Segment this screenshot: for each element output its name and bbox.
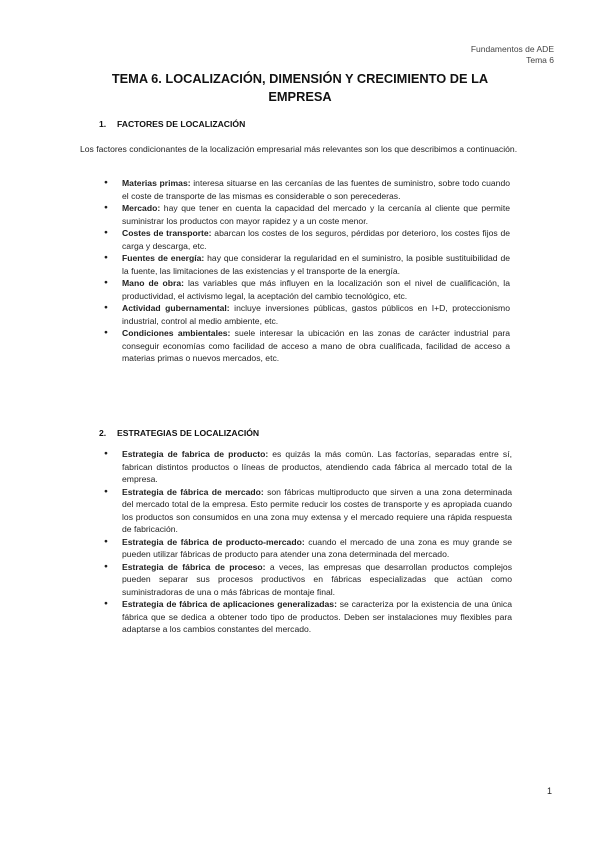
item-term: Estrategia de fabrica de producto: bbox=[122, 449, 269, 459]
header-subject: Fundamentos de ADE bbox=[470, 44, 554, 54]
document-title: TEMA 6. LOCALIZACIÓN, DIMENSIÓN Y CRECIMIENTO DE LA EMPRESA bbox=[111, 71, 489, 104]
item-text: suele interesar la ubicación en las zonas de carácter industrial para conseguir economías como facilidad de acceso a mano de obra cualificada, facilidad de acceso a materias primas o nuevos mercados, etc. bbox=[122, 328, 510, 363]
header-topic: Tema 6 bbox=[526, 55, 554, 65]
item-text: hay que tener en cuenta la capacidad del mercado y la cercanía al cliente que permite suministrar los productos con mayor rapidez y a un coste menor. bbox=[122, 203, 510, 226]
running-header bbox=[471, 44, 554, 66]
section-number: 1. bbox=[99, 119, 107, 129]
list-item bbox=[104, 227, 510, 252]
section-number: 2. bbox=[99, 428, 107, 438]
item-term: Estrategia de fábrica de mercado: bbox=[122, 486, 264, 497]
item-text: es quizás la más común. Las factorías, separadas entre sí, fabrican distintos productos o líneas de productos, atendiendo cada fábrica al mercado total de la empresa. bbox=[122, 449, 512, 484]
list-item bbox=[104, 177, 510, 202]
factor-list bbox=[104, 177, 510, 365]
item-text: a veces, las empresas que desarrollan productos complejos pueden separar sus procesos productivos en fábricas especializadas que actúan como suministradoras de una o más fábricas de montaje final. bbox=[122, 561, 513, 597]
item-text: hay que considerar la regularidad en el suministro, la posible sustituibilidad de la fuente, las limitaciones de las existencias y el transporte de la energía. bbox=[122, 253, 510, 276]
item-term: Mercado: bbox=[122, 203, 161, 213]
list-item bbox=[104, 277, 510, 302]
item-term: Fuentes de energía: bbox=[122, 253, 205, 263]
item-term: Mano de obra: bbox=[122, 278, 184, 288]
list-item bbox=[104, 302, 510, 327]
strategy-list bbox=[104, 448, 512, 636]
section-title: FACTORES DE LOCALIZACIÓN bbox=[117, 119, 246, 129]
section-title: ESTRATEGIAS DE LOCALIZACIÓN bbox=[117, 428, 260, 438]
item-term: Condiciones ambientales: bbox=[122, 328, 231, 338]
item-text: abarcan los costes de los seguros, pérdidas por deterioro, los costes fijos de carga y descarga, etc. bbox=[122, 228, 510, 251]
list-item bbox=[104, 561, 512, 599]
item-term: Estrategia de fábrica de aplicaciones generalizadas: bbox=[122, 599, 337, 609]
item-text: incluye inversiones públicas, gastos públicos en I+D, proteccionismo industrial, control al medio ambiente, etc. bbox=[122, 303, 510, 326]
item-text: cuando el mercado de una zona es muy grande se pueden utilizar fábricas de producto para atender una zona determinada del mercado. bbox=[122, 536, 513, 559]
item-text: se caracteriza por la existencia de una única fábrica que se dedica a obtener todo tipo de productos. Deben ser instalaciones muy flexibles para adaptarse a los cambios constantes del mercado. bbox=[122, 599, 512, 634]
item-text: interesa situarse en las cercanías de las fuentes de suministro, sobre todo cuando el coste de transporte de las mismas es considerable o son perecederas. bbox=[122, 178, 510, 201]
page-number: 1 bbox=[546, 786, 552, 796]
section-heading-1 bbox=[99, 119, 245, 129]
intro-paragraph: Los factores condicionantes de la localización empresarial más relevantes son los que describimos a continuación. bbox=[80, 144, 518, 154]
item-term: Costes de transporte: bbox=[122, 228, 212, 238]
list-item bbox=[104, 202, 510, 227]
list-item bbox=[104, 252, 510, 277]
item-term: Estrategia de fábrica de proceso: bbox=[122, 561, 266, 572]
item-term: Estrategia de fábrica de producto-mercado: bbox=[122, 536, 305, 547]
item-text: las variables que más influyen en la localización son el nivel de cualificación, la productividad, el activismo legal, la aceptación del cambio tecnológico, etc. bbox=[122, 278, 510, 301]
list-item bbox=[104, 486, 512, 536]
list-item bbox=[104, 598, 512, 636]
item-term: Actividad gubernamental: bbox=[122, 303, 230, 313]
item-term: Materias primas: bbox=[122, 178, 191, 188]
list-item bbox=[104, 536, 512, 561]
list-item bbox=[104, 327, 510, 365]
list-item bbox=[104, 448, 512, 486]
section-heading-2 bbox=[99, 428, 259, 438]
item-text: son fábricas multiproducto que sirven a una zona determinada del mercado total de la empresa. Esto permite reducir los costes de transporte y es apropiada cuando los productos son consumidos en una zona muy extensa y el mercado requiere una rápida respuesta de fabricación. bbox=[122, 486, 513, 534]
